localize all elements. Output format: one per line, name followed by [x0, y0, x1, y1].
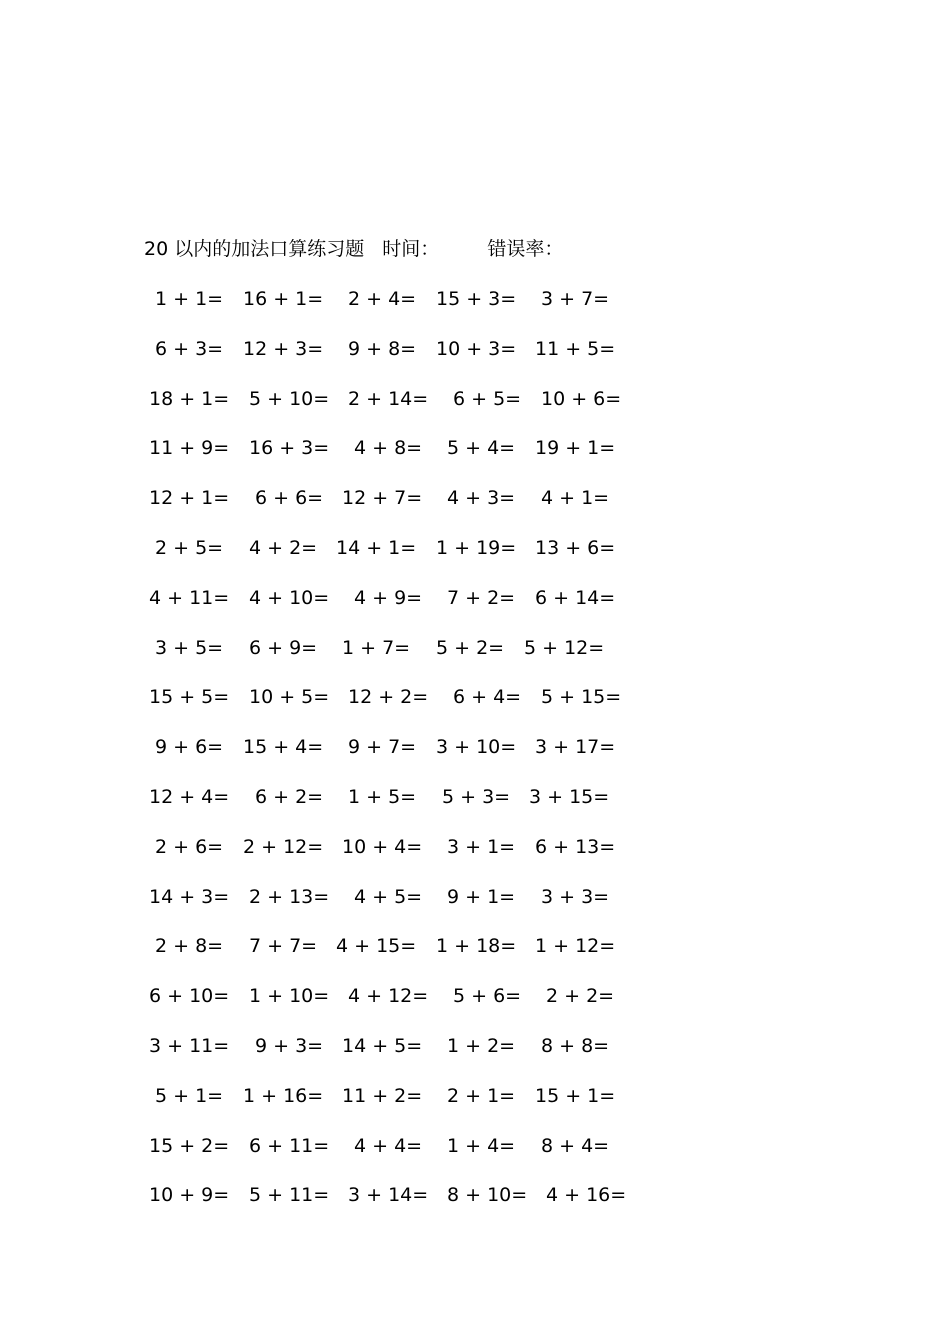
problem-item: 2 + 8=: [155, 935, 224, 957]
problem-item: 12 + 3=: [243, 338, 324, 360]
problem-item: 3 + 11=: [149, 1035, 230, 1057]
problem-item: 4 + 1=: [541, 487, 610, 509]
problem-item: 3 + 10=: [436, 736, 517, 758]
problem-item: 5 + 2=: [436, 637, 505, 659]
problem-item: 19 + 1=: [535, 437, 616, 459]
problem-item: 16 + 3=: [249, 437, 330, 459]
problem-item: 5 + 15=: [541, 686, 622, 708]
worksheet-heading: 20 以内的加法口算练习题: [144, 238, 365, 260]
problem-item: 10 + 4=: [342, 836, 423, 858]
problem-item: 10 + 5=: [249, 686, 330, 708]
problem-item: 9 + 6=: [155, 736, 224, 758]
problem-item: 16 + 1=: [243, 288, 324, 310]
problem-item: 4 + 3=: [447, 487, 516, 509]
problem-item: 6 + 5=: [453, 388, 522, 410]
problem-item: 2 + 6=: [155, 836, 224, 858]
problem-item: 3 + 3=: [541, 886, 610, 908]
problem-item: 10 + 9=: [149, 1184, 230, 1206]
problem-item: 4 + 16=: [546, 1184, 627, 1206]
problem-item: 4 + 9=: [354, 587, 423, 609]
problem-item: 6 + 10=: [149, 985, 230, 1007]
problem-item: 1 + 19=: [436, 537, 517, 559]
problem-item: 11 + 2=: [342, 1085, 423, 1107]
problem-item: 5 + 12=: [524, 637, 605, 659]
problem-item: 5 + 6=: [453, 985, 522, 1007]
problem-item: 6 + 14=: [535, 587, 616, 609]
problem-item: 1 + 10=: [249, 985, 330, 1007]
problem-item: 2 + 14=: [348, 388, 429, 410]
problem-item: 6 + 9=: [249, 637, 318, 659]
problem-item: 6 + 11=: [249, 1135, 330, 1157]
problem-item: 18 + 1=: [149, 388, 230, 410]
problem-item: 13 + 6=: [535, 537, 616, 559]
problem-item: 1 + 18=: [436, 935, 517, 957]
problem-item: 11 + 9=: [149, 437, 230, 459]
problem-item: 1 + 7=: [342, 637, 411, 659]
problem-item: 4 + 4=: [354, 1135, 423, 1157]
error-rate-label: 错误率：: [487, 238, 564, 260]
problem-item: 15 + 3=: [436, 288, 517, 310]
problem-item: 15 + 1=: [535, 1085, 616, 1107]
problem-item: 7 + 7=: [249, 935, 318, 957]
problem-item: 14 + 1=: [336, 537, 417, 559]
problem-item: 12 + 7=: [342, 487, 423, 509]
problem-item: 8 + 4=: [541, 1135, 610, 1157]
problem-item: 5 + 1=: [155, 1085, 224, 1107]
problem-item: 9 + 3=: [255, 1035, 324, 1057]
problem-item: 3 + 1=: [447, 836, 516, 858]
problem-item: 3 + 17=: [535, 736, 616, 758]
problem-item: 6 + 6=: [255, 487, 324, 509]
problem-item: 5 + 10=: [249, 388, 330, 410]
problem-item: 1 + 2=: [447, 1035, 516, 1057]
problem-item: 12 + 4=: [149, 786, 230, 808]
problem-item: 1 + 16=: [243, 1085, 324, 1107]
problem-item: 4 + 10=: [249, 587, 330, 609]
problem-item: 14 + 3=: [149, 886, 230, 908]
problem-item: 2 + 2=: [546, 985, 615, 1007]
problem-item: 11 + 5=: [535, 338, 616, 360]
problem-item: 3 + 14=: [348, 1184, 429, 1206]
problem-item: 3 + 7=: [541, 288, 610, 310]
time-label: 时间：: [382, 238, 440, 260]
problem-item: 10 + 6=: [541, 388, 622, 410]
problem-item: 7 + 2=: [447, 587, 516, 609]
problem-item: 1 + 5=: [348, 786, 417, 808]
problem-item: 2 + 13=: [249, 886, 330, 908]
problem-item: 12 + 1=: [149, 487, 230, 509]
problem-item: 1 + 12=: [535, 935, 616, 957]
worksheet-title: [144, 236, 563, 262]
problem-item: 5 + 3=: [442, 786, 511, 808]
problem-item: 3 + 5=: [155, 637, 224, 659]
problem-item: 14 + 5=: [342, 1035, 423, 1057]
problem-item: 9 + 1=: [447, 886, 516, 908]
problem-item: 6 + 13=: [535, 836, 616, 858]
problem-item: 2 + 5=: [155, 537, 224, 559]
problem-item: 15 + 5=: [149, 686, 230, 708]
problem-item: 6 + 4=: [453, 686, 522, 708]
problem-item: 6 + 3=: [155, 338, 224, 360]
problem-item: 6 + 2=: [255, 786, 324, 808]
problem-item: 4 + 11=: [149, 587, 230, 609]
problem-item: 5 + 4=: [447, 437, 516, 459]
problem-item: 3 + 15=: [529, 786, 610, 808]
problem-item: 8 + 10=: [447, 1184, 528, 1206]
problem-item: 15 + 2=: [149, 1135, 230, 1157]
problem-item: 4 + 2=: [249, 537, 318, 559]
problem-item: 9 + 7=: [348, 736, 417, 758]
problem-item: 12 + 2=: [348, 686, 429, 708]
problem-item: 4 + 8=: [354, 437, 423, 459]
problem-item: 2 + 1=: [447, 1085, 516, 1107]
problem-item: 10 + 3=: [436, 338, 517, 360]
problem-item: 4 + 5=: [354, 886, 423, 908]
problem-item: 2 + 4=: [348, 288, 417, 310]
problem-item: 4 + 15=: [336, 935, 417, 957]
problem-item: 4 + 12=: [348, 985, 429, 1007]
problem-item: 8 + 8=: [541, 1035, 610, 1057]
problem-item: 9 + 8=: [348, 338, 417, 360]
problem-item: 2 + 12=: [243, 836, 324, 858]
problem-item: 1 + 1=: [155, 288, 224, 310]
problem-item: 1 + 4=: [447, 1135, 516, 1157]
problem-item: 5 + 11=: [249, 1184, 330, 1206]
problem-item: 15 + 4=: [243, 736, 324, 758]
